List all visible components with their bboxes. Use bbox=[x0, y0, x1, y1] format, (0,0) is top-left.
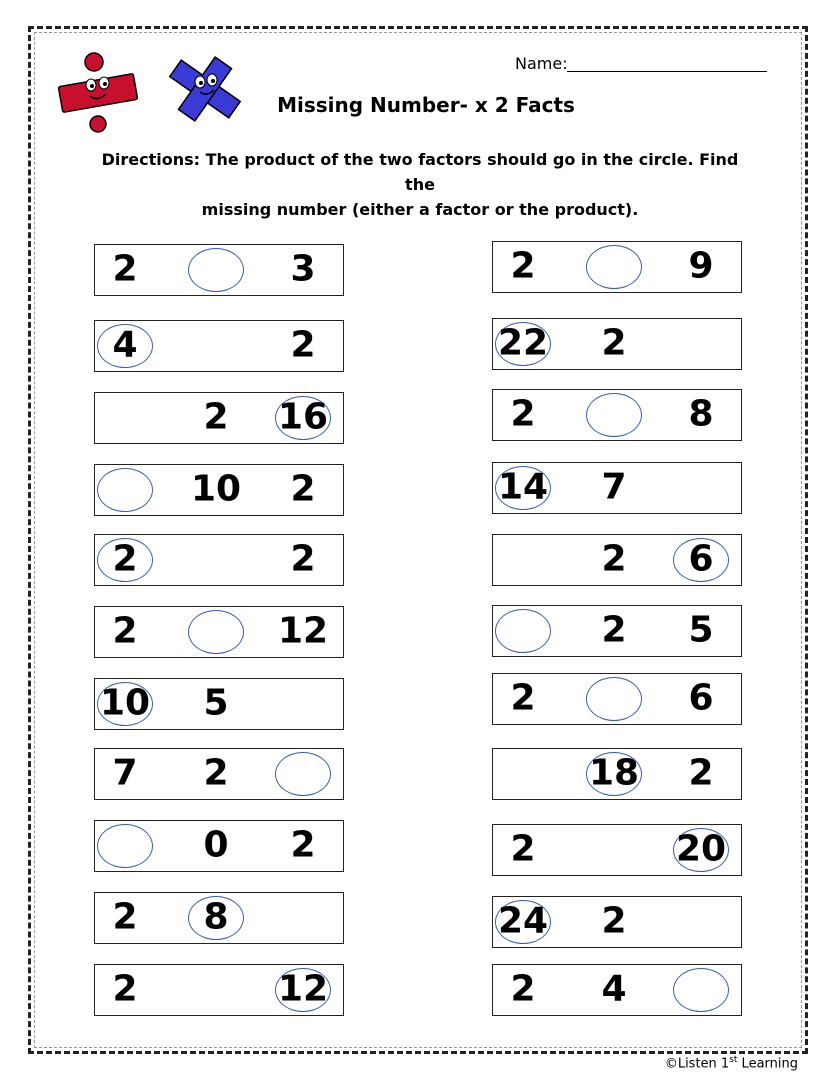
answer-circle[interactable] bbox=[275, 752, 331, 796]
problem-box bbox=[492, 241, 742, 293]
problem-box bbox=[94, 464, 344, 516]
problem-slot bbox=[579, 606, 649, 656]
problem-slot bbox=[666, 535, 736, 585]
problem-box bbox=[94, 244, 344, 296]
problem-number: 0 bbox=[203, 824, 229, 866]
problem-slot bbox=[181, 893, 251, 943]
problem-slot bbox=[181, 321, 251, 371]
problem-box bbox=[94, 392, 344, 444]
problem-slot bbox=[181, 465, 251, 515]
problem-slot bbox=[90, 821, 160, 871]
problem-slot bbox=[181, 245, 251, 295]
problem-slot bbox=[488, 749, 558, 799]
problem-slot bbox=[181, 535, 251, 585]
problem-slot bbox=[579, 242, 649, 292]
problem-slot bbox=[181, 393, 251, 443]
problem-number: 8 bbox=[203, 896, 229, 938]
problem-number: 8 bbox=[688, 393, 714, 435]
problem-number: 2 bbox=[203, 396, 229, 438]
problem-number: 16 bbox=[277, 396, 329, 438]
problem-slot bbox=[90, 535, 160, 585]
problem-number: 7 bbox=[601, 466, 627, 508]
problem-number: 14 bbox=[497, 466, 549, 508]
answer-circle[interactable] bbox=[97, 824, 153, 868]
problem-number: 2 bbox=[112, 248, 138, 290]
problem-slot bbox=[181, 821, 251, 871]
problem-number: 2 bbox=[601, 322, 627, 364]
problem-number: 7 bbox=[112, 752, 138, 794]
problem-slot bbox=[579, 535, 649, 585]
answer-circle[interactable] bbox=[188, 248, 244, 292]
answer-circle[interactable] bbox=[586, 393, 642, 437]
answer-circle[interactable] bbox=[673, 968, 729, 1012]
problem-slot bbox=[666, 390, 736, 440]
problem-slot bbox=[268, 965, 338, 1015]
problem-box bbox=[94, 606, 344, 658]
problem-box bbox=[492, 896, 742, 948]
problem-box bbox=[492, 462, 742, 514]
problem-slot bbox=[90, 465, 160, 515]
problem-slot bbox=[268, 679, 338, 729]
problem-number: 12 bbox=[277, 968, 329, 1010]
problem-number: 18 bbox=[588, 752, 640, 794]
problem-box bbox=[492, 824, 742, 876]
problem-number: 2 bbox=[688, 752, 714, 794]
worksheet-title: Missing Number- x 2 Facts bbox=[277, 93, 575, 117]
problem-box bbox=[94, 820, 344, 872]
name-field[interactable] bbox=[567, 71, 767, 72]
problem-number: 2 bbox=[203, 752, 229, 794]
problem-box bbox=[94, 320, 344, 372]
problem-slot bbox=[488, 825, 558, 875]
problem-number: 2 bbox=[510, 968, 536, 1010]
problem-slot bbox=[579, 463, 649, 513]
problem-number: 2 bbox=[290, 538, 316, 580]
directions-line-1: Directions: The product of the two factors should go in the circle. Find the bbox=[101, 150, 739, 194]
problem-slot bbox=[90, 607, 160, 657]
problem-slot bbox=[90, 245, 160, 295]
name-label: Name: bbox=[515, 54, 568, 73]
problem-number: 10 bbox=[190, 468, 242, 510]
problem-slot bbox=[666, 749, 736, 799]
problem-number: 5 bbox=[203, 682, 229, 724]
problem-slot bbox=[181, 679, 251, 729]
problem-slot bbox=[268, 893, 338, 943]
problem-box bbox=[94, 678, 344, 730]
problem-slot bbox=[488, 463, 558, 513]
problem-box bbox=[492, 605, 742, 657]
problem-box bbox=[94, 534, 344, 586]
problem-slot bbox=[666, 897, 736, 947]
problem-number: 12 bbox=[277, 610, 329, 652]
problem-number: 2 bbox=[510, 828, 536, 870]
problem-slot bbox=[268, 245, 338, 295]
problem-box bbox=[94, 892, 344, 944]
problem-slot bbox=[181, 749, 251, 799]
problem-number: 2 bbox=[290, 824, 316, 866]
problem-box bbox=[492, 318, 742, 370]
problem-slot bbox=[90, 679, 160, 729]
problem-number: 4 bbox=[601, 968, 627, 1010]
problem-slot bbox=[268, 321, 338, 371]
problem-slot bbox=[488, 606, 558, 656]
problem-slot bbox=[579, 674, 649, 724]
answer-circle[interactable] bbox=[495, 609, 551, 653]
problem-number: 24 bbox=[497, 900, 549, 942]
problem-box bbox=[492, 673, 742, 725]
problem-number: 2 bbox=[112, 968, 138, 1010]
problem-slot bbox=[579, 319, 649, 369]
problem-number: 2 bbox=[601, 900, 627, 942]
problem-slot bbox=[90, 965, 160, 1015]
problem-number: 2 bbox=[112, 896, 138, 938]
problem-slot bbox=[181, 607, 251, 657]
problem-slot bbox=[488, 965, 558, 1015]
problem-number: 2 bbox=[510, 245, 536, 287]
problem-slot bbox=[268, 821, 338, 871]
problem-number: 2 bbox=[112, 610, 138, 652]
problem-slot bbox=[579, 390, 649, 440]
problem-slot bbox=[90, 321, 160, 371]
problem-slot bbox=[268, 607, 338, 657]
problem-number: 6 bbox=[688, 677, 714, 719]
problem-slot bbox=[579, 965, 649, 1015]
copyright-suffix: Learning bbox=[737, 1056, 798, 1072]
directions-line-2: missing number (either a factor or the product). bbox=[201, 200, 639, 219]
problem-number: 9 bbox=[688, 245, 714, 287]
answer-circle[interactable] bbox=[586, 245, 642, 289]
answer-circle[interactable] bbox=[586, 677, 642, 721]
problem-number: 6 bbox=[688, 538, 714, 580]
problem-slot bbox=[90, 749, 160, 799]
problem-number: 2 bbox=[510, 677, 536, 719]
problem-number: 2 bbox=[601, 609, 627, 651]
problem-number: 2 bbox=[510, 393, 536, 435]
copyright-sup: st bbox=[729, 1055, 738, 1065]
answer-circle[interactable] bbox=[188, 610, 244, 654]
problem-slot bbox=[666, 825, 736, 875]
problem-slot bbox=[488, 535, 558, 585]
problem-number: 2 bbox=[290, 324, 316, 366]
directions bbox=[100, 147, 740, 222]
problem-number: 4 bbox=[112, 324, 138, 366]
copyright bbox=[665, 1055, 798, 1071]
problem-box bbox=[94, 748, 344, 800]
problem-slot bbox=[90, 893, 160, 943]
problem-slot bbox=[579, 825, 649, 875]
problem-slot bbox=[268, 465, 338, 515]
problem-slot bbox=[488, 319, 558, 369]
problem-slot bbox=[181, 965, 251, 1015]
problem-slot bbox=[488, 390, 558, 440]
problem-slot bbox=[666, 674, 736, 724]
problem-slot bbox=[579, 749, 649, 799]
problem-slot bbox=[488, 674, 558, 724]
problem-slot bbox=[666, 242, 736, 292]
problem-slot bbox=[488, 242, 558, 292]
problem-slot bbox=[666, 965, 736, 1015]
problem-number: 2 bbox=[112, 538, 138, 580]
problem-box bbox=[492, 534, 742, 586]
problem-number: 10 bbox=[99, 682, 151, 724]
answer-circle[interactable] bbox=[97, 468, 153, 512]
problem-number: 2 bbox=[601, 538, 627, 580]
copyright-prefix: ©Listen 1 bbox=[664, 1056, 730, 1072]
problem-box bbox=[492, 748, 742, 800]
problem-box bbox=[94, 964, 344, 1016]
problem-number: 3 bbox=[290, 248, 316, 290]
problem-slot bbox=[268, 535, 338, 585]
problem-slot bbox=[666, 606, 736, 656]
problem-slot bbox=[268, 393, 338, 443]
problem-box bbox=[492, 964, 742, 1016]
problem-slot bbox=[666, 463, 736, 513]
problem-slot bbox=[666, 319, 736, 369]
problem-slot bbox=[268, 749, 338, 799]
problem-number: 5 bbox=[688, 609, 714, 651]
problem-slot bbox=[90, 393, 160, 443]
problem-slot bbox=[488, 897, 558, 947]
problem-slot bbox=[579, 897, 649, 947]
problem-number: 20 bbox=[675, 828, 727, 870]
problem-box bbox=[492, 389, 742, 441]
problem-number: 22 bbox=[497, 322, 549, 364]
problem-number: 2 bbox=[290, 468, 316, 510]
